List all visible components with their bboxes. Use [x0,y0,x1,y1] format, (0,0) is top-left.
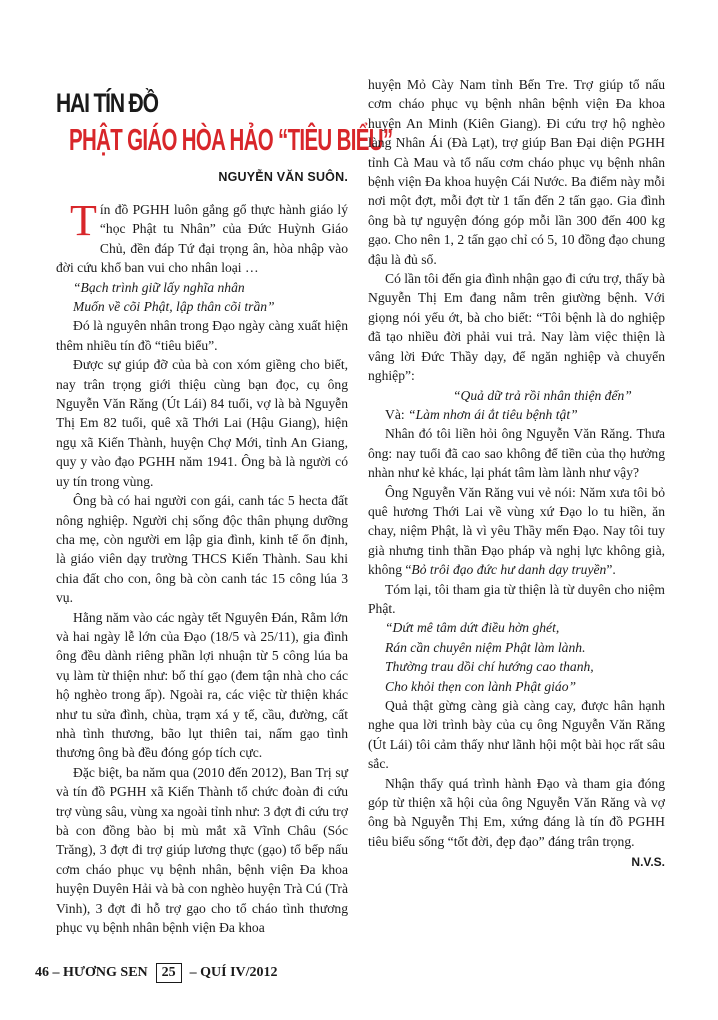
right-column [368,75,665,873]
paragraph-text: Ông Nguyễn Văn Răng vui vẻ nói: Năm xưa tôi bỏ quê hương Thới Lai về vùng xứ Đạo lo tu hiền, ăn chay, niệm Phật, là vì yêu Thầy mến Đạo. Nay tôi tuy già nhưng tinh thần Đạo pháp và nghị lực không già, không “ [368,484,665,578]
footer-issue-date: – QUÍ IV/2012 [189,965,278,980]
footer-page-and-magazine: 46 – HƯƠNG SEN [35,965,148,980]
paragraph: huyện Mỏ Cày Nam tỉnh Bến Tre. Trợ giúp tổ nấu cơm cháo phục vụ bệnh nhân bệnh viện Đa khoa huyện An Minh (Kiên Giang). Đi cứu trợ hộ nghèo làng Nhân Ái (Đà Lạt), trợ giúp Ban Đại diện PGHH tỉnh Cà Mau và tổ nấu cơm cháo phục vụ bệnh nhân bệnh viện Đa khoa huyện Cái Nước. Ba điểm này mỗi nơi một đợt, mỗi đợt từ 1 tấn đến 2 tấn gạo. Gia đình ông bà tự nguyện đóng góp mỗi lần 300 đến 400 kg gạo. Cho nên 1, 2 tấn gạo chỉ có 5, 10 đồng đạo chung đậu là đủ số. [368,77,665,267]
paragraph: Quả thật gừng càng già càng cay, được hân hạnh nghe qua lời trình bày của cụ ông Nguyễn Văn Răng (Út Lái) tôi cảm thấy như lãnh hội một bài học rất sâu sắc. [368,698,665,772]
poem-line: Thường trau dồi chí hướng cao thanh, [385,659,594,675]
paragraph: ín đồ PGHH luôn gắng gổ thực hành giáo lý “học Phật tu Nhân” của Đức Huỳnh Giáo Chủ, đền đáp Tứ đại trọng ân, hòa nhập vào đời cứu khổ ban vui cho nhân loại … [56,202,348,276]
paragraph [368,483,665,580]
article-title-line1: HAI TÍN ĐỒ [56,88,158,118]
paragraph: Nhận thấy quá trình hành Đạo và tham gia đóng góp từ thiện xã hội của ông Nguyễn Văn Răng và vợ ông bà Nguyễn Thị Em, xứng đáng là tín đồ PGHH tiêu biểu sống “tốt đời, đẹp đạo” đáng trân trọng. [368,775,665,849]
paragraph-text-end: ”. [606,562,616,578]
verse-line: “Bạch trình giữ lấy nghĩa nhân [73,279,245,295]
paragraph: Đó là nguyên nhân trong Đạo ngày càng xuất hiện thêm nhiều tín đồ “tiêu biểu”. [56,318,348,353]
quoted-verse: Bỏ trôi đạo đức hư danh dạy truyền [411,562,607,578]
poem-line: “Dứt mê tâm dứt điều hờn ghét, [385,620,560,636]
verse-line: Muốn về cõi Phật, lập thân cõi trần” [73,299,275,315]
paragraph: Đặc biệt, ba năm qua (2010 đến 2012), Ban Trị sự và tín đồ PGHH xã Kiến Thành tổ chức đoàn đi cứu trợ vùng sâu, vùng xa ngoài tỉnh như: 3 đợt đi cứu trợ bà con đồng bào bị mù mắt xã Vĩnh Châu (Sóc Trăng), 3 đợt đi trợ giúp lương thực (gạo) tổ bếp nấu cơm cháo phục vụ bệnh nhân, bệnh viện Đa khoa huyện Duyên Hải và bà con nghèo huyện Trà Cú (Trà Vinh), 3 đợt đi hỗ trợ gạo cho tổ cháo tình thương phục vụ bệnh nhân bệnh viện Đa khoa [56,764,348,936]
article-title-line2: PHẬT GIÁO HÒA HẢO “TIÊU BIỂU” [69,122,393,157]
article-author: NGUYỄN VĂN SUÔN. [218,170,348,184]
paragraph: Có lần tôi đến gia đình nhận gạo đi cứu trợ, thấy bà Nguyễn Thị Em đang nằm trên giường bệnh. Với giọng nói yếu ớt, bà cho biết: “Tôi bệnh là do nghiệp đã tạo nhiều đời phải vui trả. Nay làm việc thiện là vâng lời Đức Thầy dạy, để ngăn nghiệp và chuyển nghiệp”: [368,271,665,384]
poem-line: Cho khỏi thẹn con lành Phật giáo” [385,678,577,694]
verse-line: “Quả dữ trả rồi nhân thiện đến” [453,387,632,403]
signature: N.V.S. [631,855,665,870]
drop-cap: T [70,196,97,245]
verse-text: “Làm nhơn ái ắt tiêu bệnh tật” [408,406,578,422]
paragraph: Ông bà có hai người con gái, canh tác 5 hecta đất nông nghiệp. Người chị sống độc thân phụng dưỡng cha mẹ, còn người em lập gia đình, kinh tế ổn định, là giáo viên dạy trường THCS Kiến Thành. Sau khi chia đất cho con, ông bà còn canh tác 15 công lúa 3 vụ. [56,493,348,606]
verse-line-with-prefix [368,405,665,424]
paragraph: Nhân đó tôi liền hỏi ông Nguyễn Văn Răng. Thưa ông: nay tuổi đã cao sao không để tiền của thọ hưởng nhàn như kẻ khác, lại phát tâm làm lành như vậy? [368,426,665,481]
poem-line: Rán cần chuyên niệm Phật làm lành. [385,639,586,655]
first-paragraph [56,196,348,278]
verse-prefix: Và: [385,406,409,422]
paragraph: Hằng năm vào các ngày tết Nguyên Đán, Rằm lớn và hai ngày lễ lớn của Đạo (18/5 và 25/11), gia đình ông đều dành riêng phần lợi nhuận từ 5 công lúa ba vụ làm từ thiện như: bố thí gạo (đem tận nhà cho các hộ nghèo trong ấp). Ngoài ra, các việc từ thiện khác như tu sửa đình, chùa, trạm xá y tế, cầu, đường, cất nhà tình thương, bão lụt thiên tai, nấm gạo tình thương ông bà đều đóng góp tích cực. [56,609,348,761]
paragraph: Tóm lại, tôi tham gia từ thiện là từ duyên cho niệm Phật. [368,581,665,616]
left-column [56,196,348,937]
article-title-block [56,88,393,198]
page-footer [35,962,278,984]
paragraph: Được sự giúp đỡ của bà con xóm giềng cho biết, nay trân trọng giới thiệu cùng bạn đọc, cụ ông Nguyễn Văn Răng (Út Lái) 84 tuổi, vợ là bà Nguyễn Thị Em 82 tuổi, quê xã Thới Lai (Hậu Giang), hiện ngụ xã Kiến Thành, huyện Chợ Mới, tỉnh An Giang, quy y vào đạo PGHH năm 1941. Ông bà là người có uy tín trong vùng. [56,357,348,489]
issue-number-box: 25 [156,963,182,983]
